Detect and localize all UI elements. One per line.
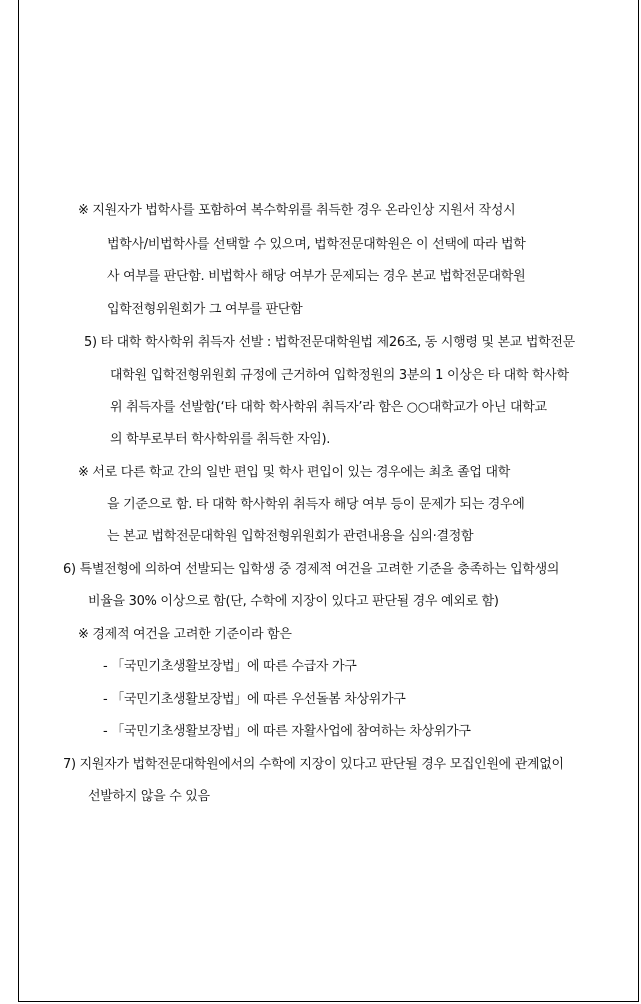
item-7-line-2: 선발하지 않을 수 있음 [88,789,210,804]
item-6-line-2: 비율을 30% 이상으로 함(단, 수학에 지장이 있다고 판단될 경우 예외로 함) [88,594,499,609]
item-5-line-3: 위 취득자를 선발함(‘타 대학 학사학위 취득자’라 함은 ○○대학교가 아닌 대학교 [110,400,547,415]
note-economic-line-1: ※ 경제적 여건을 고려한 기준이라 함은 [78,627,292,642]
item-5-line-4: 의 학부로부터 학사학위를 취득한 자임). [110,432,331,447]
note-transfer-line-1: ※ 서로 다른 학교 간의 일반 편입 및 학사 편입이 있는 경우에는 최초 졸업 대학 [78,465,510,480]
note-double-degree-line-3: 사 여부를 판단함. 비법학사 해당 여부가 문제되는 경우 본교 법학전문대학원 [107,269,526,284]
note-double-degree-line-4: 입학전형위원회가 그 여부를 판단함 [107,302,303,317]
note-double-degree-line-1: ※ 지원자가 법학사를 포함하여 복수학위를 취득한 경우 온라인상 지원서 작성시 [78,203,516,218]
note-transfer-line-2: 을 기준으로 함. 타 대학 학사학위 취득자 해당 여부 등이 문제가 되는 경우에 [107,497,525,512]
note-double-degree-line-2: 법학사/비법학사를 선택할 수 있으며, 법학전문대학원은 이 선택에 따라 법학 [107,237,526,252]
note-transfer-line-3: 는 본교 법학전문대학원 입학전형위원회가 관련내용을 심의·결정함 [107,529,474,544]
dash-item-3: - 「국민기초생활보장법」에 따른 자활사업에 참여하는 차상위가구 [103,724,471,739]
item-5-line-1: 5) 타 대학 학사학위 취득자 선발 : 법학전문대학원법 제26조, 동 시행령 및 본교 법학전문 [84,335,575,350]
dash-item-2: - 「국민기초생활보장법」에 따른 우선돌봄 차상위가구 [103,692,406,707]
item-7-line-1: 7) 지원자가 법학전문대학원에서의 수학에 지장이 있다고 판단될 경우 모집인원에 관계없이 [63,757,564,772]
item-5-line-2: 대학원 입학전형위원회 규정에 근거하여 입학정원의 3분의 1 이상은 타 대학 학사학 [110,368,569,383]
dash-item-1: - 「국민기초생활보장법」에 따른 수급자 가구 [103,659,357,674]
item-6-line-1: 6) 특별전형에 의하여 선발되는 입학생 중 경제적 여건을 고려한 기준을 충족하는 입학생의 [63,562,560,577]
